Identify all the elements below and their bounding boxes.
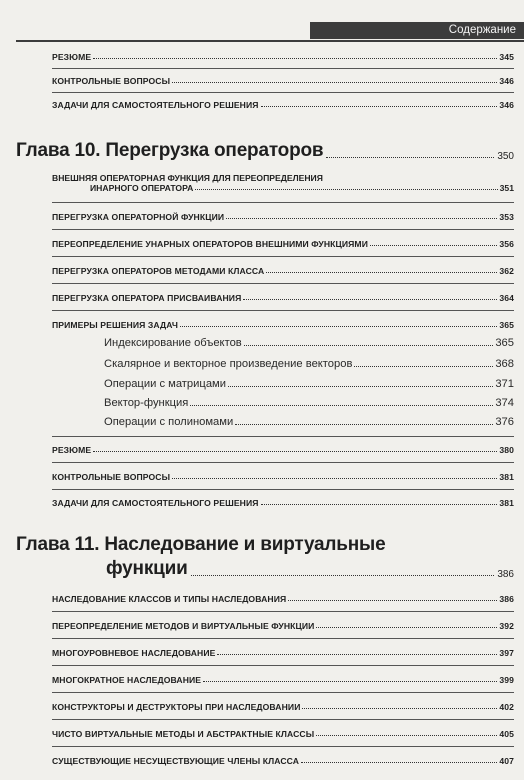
leader-dots <box>261 504 498 505</box>
divider <box>52 436 514 437</box>
toc-entry <box>52 173 514 193</box>
leader-dots <box>93 451 497 452</box>
entry-page: 392 <box>499 621 514 631</box>
leader-dots <box>172 82 497 83</box>
subentry-title: Операции с матрицами <box>104 378 226 390</box>
entry-page: 399 <box>499 675 514 685</box>
entry-title: ПЕРЕОПРЕДЕЛЕНИЕ МЕТОДОВ И ВИРТУАЛЬНЫЕ ФУНКЦИИ <box>52 621 315 631</box>
running-header: Содержание <box>310 22 524 39</box>
divider <box>52 256 514 257</box>
toc-subentry <box>104 397 514 409</box>
entry-page: 381 <box>499 498 514 508</box>
toc-entry <box>52 266 514 276</box>
leader-dots <box>180 326 497 327</box>
subentry-page: 365 <box>495 337 514 349</box>
entry-page: 351 <box>499 183 514 193</box>
entry-page: 405 <box>499 729 514 739</box>
leader-dots <box>288 600 497 601</box>
divider <box>52 310 514 311</box>
toc-entry <box>52 729 514 739</box>
entry-title: РЕЗЮМЕ <box>52 52 92 62</box>
toc-entry <box>52 320 514 330</box>
entry-title: ЗАДАЧИ ДЛЯ САМОСТОЯТЕЛЬНОГО РЕШЕНИЯ <box>52 498 259 508</box>
toc-entry <box>52 472 514 482</box>
subentry-page: 376 <box>495 416 514 428</box>
leader-dots <box>261 106 498 107</box>
divider <box>52 638 514 639</box>
entry-title: ПРИМЕРЫ РЕШЕНИЯ ЗАДАЧ <box>52 320 179 330</box>
chapter-title-line1: Глава 11. Наследование и виртуальные <box>16 534 386 555</box>
entry-title: ПЕРЕГРУЗКА ОПЕРАТОРНОЙ ФУНКЦИИ <box>52 212 225 222</box>
leader-dots <box>235 424 493 425</box>
subentry-page: 374 <box>495 397 514 409</box>
leader-dots <box>316 627 497 628</box>
leader-dots <box>243 299 497 300</box>
leader-dots <box>172 478 497 479</box>
entry-title: НАСЛЕДОВАНИЕ КЛАССОВ И ТИПЫ НАСЛЕДОВАНИЯ <box>52 594 287 604</box>
chapter-page: 350 <box>497 151 514 162</box>
leader-dots <box>203 681 497 682</box>
chapter-title: Глава 10. Перегрузка операторов <box>16 140 324 161</box>
entry-page: 380 <box>499 445 514 455</box>
leader-dots <box>370 245 497 246</box>
leader-dots <box>316 735 497 736</box>
toc-entry <box>52 445 514 455</box>
divider <box>52 719 514 720</box>
entry-title: РЕЗЮМЕ <box>52 445 92 455</box>
chapter-title-line2: функции <box>106 558 188 579</box>
entry-page: 346 <box>499 100 514 110</box>
entry-title: МНОГОКРАТНОЕ НАСЛЕДОВАНИЕ <box>52 675 202 685</box>
divider <box>52 489 514 490</box>
leader-dots <box>244 345 494 346</box>
entry-page: 386 <box>499 594 514 604</box>
leader-dots <box>228 386 493 387</box>
entry-title: КОНТРОЛЬНЫЕ ВОПРОСЫ <box>52 76 171 86</box>
divider <box>52 229 514 230</box>
divider <box>52 283 514 284</box>
toc-entry <box>52 675 514 685</box>
toc-entry <box>52 76 514 86</box>
toc-entry <box>52 756 514 766</box>
entry-title: МНОГОУРОВНЕВОЕ НАСЛЕДОВАНИЕ <box>52 648 216 658</box>
entry-page: 381 <box>499 472 514 482</box>
leader-dots <box>195 189 497 190</box>
entry-page: 356 <box>499 239 514 249</box>
toc-entry <box>52 100 514 110</box>
divider <box>52 68 514 69</box>
entry-page: 397 <box>499 648 514 658</box>
subentry-title: Вектор-функция <box>104 397 189 409</box>
divider <box>52 746 514 747</box>
entry-title: КОНТРОЛЬНЫЕ ВОПРОСЫ <box>52 472 171 482</box>
divider <box>52 692 514 693</box>
toc-entry <box>52 498 514 508</box>
entry-page: 402 <box>499 702 514 712</box>
leader-dots <box>93 58 497 59</box>
entry-title: ЗАДАЧИ ДЛЯ САМОСТОЯТЕЛЬНОГО РЕШЕНИЯ <box>52 100 259 110</box>
entry-title: ЧИСТО ВИРТУАЛЬНЫЕ МЕТОДЫ И АБСТРАКТНЫЕ КЛАССЫ <box>52 729 315 739</box>
toc-entry <box>52 52 514 62</box>
entry-title-line2: ИНАРНОГО ОПЕРАТОРА <box>90 183 194 193</box>
subentry-title: Операции с полиномами <box>104 416 234 428</box>
entry-title: ПЕРЕГРУЗКА ОПЕРАТОРОВ МЕТОДАМИ КЛАССА <box>52 266 265 276</box>
chapter-heading <box>16 140 514 162</box>
subentry-title: Индексирование объектов <box>104 337 242 349</box>
leader-dots <box>191 575 495 576</box>
divider <box>52 92 514 93</box>
toc-entry <box>52 594 514 604</box>
divider <box>52 202 514 203</box>
divider <box>52 665 514 666</box>
subentry-title: Скалярное и векторное произведение векторов <box>104 358 353 370</box>
toc-subentry <box>104 337 514 349</box>
entry-title: СУЩЕСТВУЮЩИЕ НЕСУЩЕСТВУЮЩИЕ ЧЛЕНЫ КЛАССА <box>52 756 300 766</box>
entry-page: 346 <box>499 76 514 86</box>
subentry-page: 371 <box>495 378 514 390</box>
toc-subentry <box>104 416 514 428</box>
divider <box>52 611 514 612</box>
toc-entry <box>52 648 514 658</box>
toc-entry <box>52 212 514 222</box>
chapter-heading <box>106 558 514 580</box>
divider <box>52 462 514 463</box>
entry-page: 407 <box>499 756 514 766</box>
leader-dots <box>190 405 493 406</box>
entry-page: 364 <box>499 293 514 303</box>
toc-entry <box>52 702 514 712</box>
toc-entry <box>52 239 514 249</box>
entry-title: ПЕРЕГРУЗКА ОПЕРАТОРА ПРИСВАИВАНИЯ <box>52 293 242 303</box>
leader-dots <box>302 708 497 709</box>
toc-entry <box>52 621 514 631</box>
leader-dots <box>354 366 493 367</box>
toc-subentry <box>104 358 514 370</box>
toc-entry <box>52 293 514 303</box>
leader-dots <box>301 762 497 763</box>
leader-dots <box>266 272 497 273</box>
entry-page: 353 <box>499 212 514 222</box>
leader-dots <box>217 654 497 655</box>
entry-title: КОНСТРУКТОРЫ И ДЕСТРУКТОРЫ ПРИ НАСЛЕДОВАНИИ <box>52 702 301 712</box>
subentry-page: 368 <box>495 358 514 370</box>
leader-dots <box>326 157 494 158</box>
entry-title: ПЕРЕОПРЕДЕЛЕНИЕ УНАРНЫХ ОПЕРАТОРОВ ВНЕШНИМИ ФУНКЦИЯМИ <box>52 239 368 249</box>
toc-subentry <box>104 378 514 390</box>
leader-dots <box>226 218 497 219</box>
entry-page: 345 <box>499 52 514 62</box>
entry-page: 365 <box>499 320 514 330</box>
chapter-page: 386 <box>497 569 514 580</box>
entry-title-line1: ВНЕШНЯЯ ОПЕРАТОРНАЯ ФУНКЦИЯ ДЛЯ ПЕРЕОПРЕДЕЛЕНИЯ <box>52 173 323 183</box>
entry-page: 362 <box>499 266 514 276</box>
header-rule <box>16 40 524 42</box>
